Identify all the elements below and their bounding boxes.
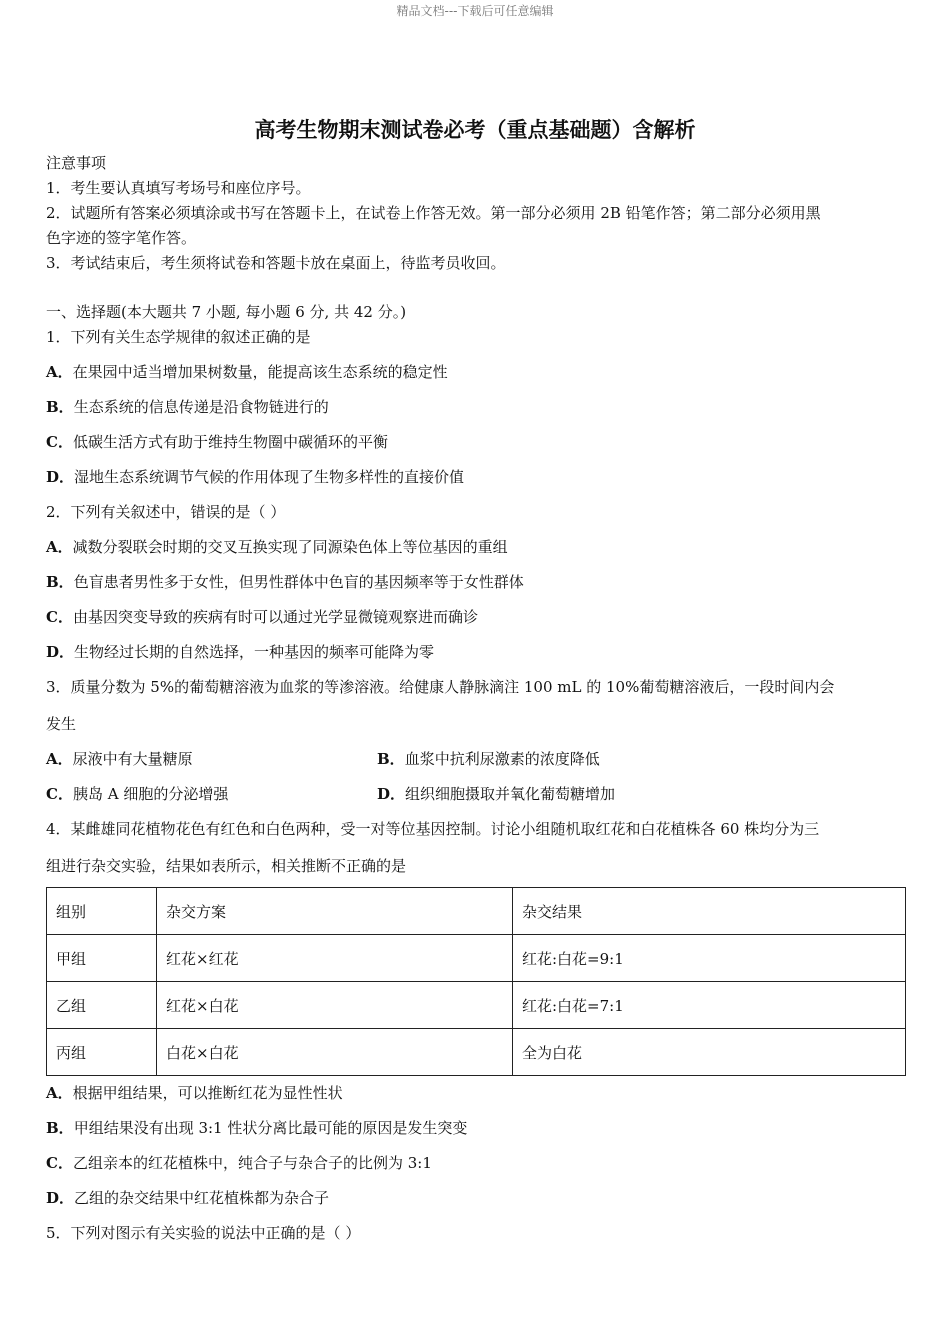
notice-item-2-cont: 色字迹的签字笔作答。: [46, 229, 197, 247]
question-1-option-b: B．生态系统的信息传递是沿食物链进行的: [46, 398, 329, 416]
table-row: [47, 935, 906, 982]
question-1-option-a: A．在果园中适当增加果树数量，能提高该生态系统的稳定性: [46, 363, 448, 381]
table-cell: 红花:白花=7:1: [513, 982, 906, 1029]
notice-item-2: 2．试题所有答案必须填涂或书写在答题卡上，在试卷上作答无效。第一部分必须用 2B 铅笔作答；第二部分必须用黑: [46, 204, 821, 222]
results-table: [46, 887, 906, 1076]
question-1-stem: 1．下列有关生态学规律的叙述正确的是: [46, 328, 311, 346]
question-3-option-d: D．组织细胞摄取并氧化葡萄糖增加: [377, 785, 616, 803]
question-4-stem: 4．某雌雄同花植物花色有红色和白色两种，受一对等位基因控制。讨论小组随机取红花和白花植株各 60 株均分为三: [46, 820, 820, 838]
question-4-option-a: A．根据甲组结果，可以推断红花为显性性状: [46, 1084, 343, 1102]
question-4-option-c: C．乙组亲本的红花植株中，纯合子与杂合子的比例为 3:1: [46, 1154, 432, 1172]
table-cell: 全为白花: [513, 1029, 906, 1076]
table-cell: 丙组: [47, 1029, 157, 1076]
question-1-option-c: C．低碳生活方式有助于维持生物圈中碳循环的平衡: [46, 433, 388, 451]
question-4-option-d: D．乙组的杂交结果中红花植株都为杂合子: [46, 1189, 330, 1207]
table-cell: 红花×白花: [157, 982, 513, 1029]
table-row: [47, 982, 906, 1029]
notice-item-1: 1．考生要认真填写考场号和座位序号。: [46, 179, 311, 197]
table-header-cell: 组别: [47, 888, 157, 935]
table-header-cell: 杂交结果: [513, 888, 906, 935]
question-3-stem: 3．质量分数为 5%的葡萄糖溶液为血浆的等渗溶液。给健康人静脉滴注 100 mL 的 10%葡萄糖溶液后，一段时间内会: [46, 678, 835, 696]
table-cell: 红花:白花=9:1: [513, 935, 906, 982]
table-header-cell: 杂交方案: [157, 888, 513, 935]
question-4-stem-cont: 组进行杂交实验，结果如表所示，相关推断不正确的是: [46, 857, 407, 875]
question-2-option-d: D．生物经过长期的自然选择，一种基因的频率可能降为零: [46, 643, 435, 661]
notice-item-3: 3．考试结束后，考生须将试卷和答题卡放在桌面上，待监考员收回。: [46, 254, 506, 272]
table-cell: 乙组: [47, 982, 157, 1029]
question-2-option-b: B．色盲患者男性多于女性，但男性群体中色盲的基因频率等于女性群体: [46, 573, 524, 591]
question-5-stem: 5．下列对图示有关实验的说法中正确的是（ ）: [46, 1224, 361, 1242]
header-note: 精品文档---下载后可任意编辑: [396, 4, 554, 18]
page-title: 高考生物期末测试卷必考（重点基础题）含解析: [254, 118, 696, 142]
question-3-option-b: B．血浆中抗利尿激素的浓度降低: [377, 750, 600, 768]
table-header-row: [47, 888, 906, 935]
question-3-option-a: A．尿液中有大量糖原: [46, 750, 193, 768]
table-row: [47, 1029, 906, 1076]
question-4-option-b: B．甲组结果没有出现 3:1 性状分离比最可能的原因是发生突变: [46, 1119, 468, 1137]
question-2-option-a: A．减数分裂联会时期的交叉互换实现了同源染色体上等位基因的重组: [46, 538, 508, 556]
question-2-option-c: C．由基因突变导致的疾病有时可以通过光学显微镜观察进而确诊: [46, 608, 478, 626]
question-3-option-c: C．胰岛 A 细胞的分泌增强: [46, 785, 229, 803]
notice-heading: 注意事项: [46, 154, 107, 172]
table-cell: 白花×白花: [157, 1029, 513, 1076]
question-2-stem: 2．下列有关叙述中，错误的是（ ）: [46, 503, 286, 521]
table-cell: 甲组: [47, 935, 157, 982]
section-heading: 一、选择题(本大题共 7 小题, 每小题 6 分, 共 42 分。): [46, 303, 407, 321]
question-3-stem-cont: 发生: [46, 715, 77, 733]
question-1-option-d: D．湿地生态系统调节气候的作用体现了生物多样性的直接价值: [46, 468, 465, 486]
table-cell: 红花×红花: [157, 935, 513, 982]
